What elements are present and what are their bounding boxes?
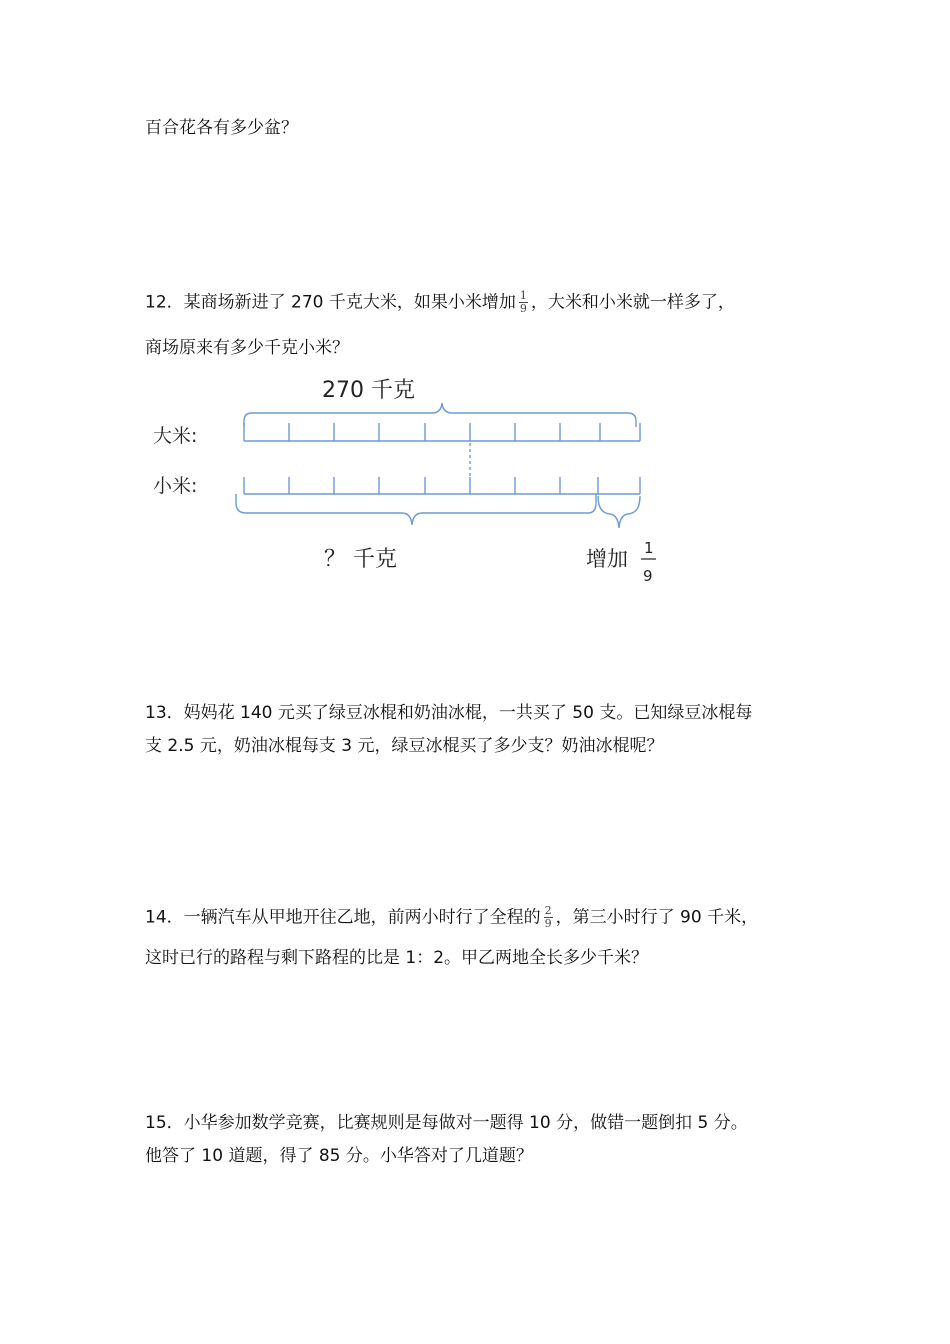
increase-fraction-den: 9 [643, 567, 653, 585]
q12-line2: 商场原来有多少千克小米？ [145, 338, 349, 358]
q14-line1-before: 14．一辆汽车从甲地开往乙地，前两小时行了全程的 [145, 907, 541, 928]
q14-fraction-den: 9 [544, 917, 552, 930]
unknown-label: ？ 千克 [324, 547, 397, 572]
q15-line2: 他答了 10 道题，得了 85 分。小华答对了几道题？ [145, 1146, 533, 1166]
q12-fraction-num: 1 [519, 289, 527, 302]
millet-label: 小米: [153, 475, 198, 497]
millet-bar-ticks [244, 477, 640, 494]
increase-label: 增加 [586, 547, 628, 571]
rice-label: 大米: [153, 425, 198, 447]
unknown-brace [236, 494, 596, 525]
top-brace [244, 403, 636, 427]
q11-tail-text: 百合花各有多少盆？ [145, 118, 298, 138]
increase-fraction-num: 1 [644, 539, 654, 557]
q14-line1 [145, 905, 758, 930]
q15-line1: 15．小华参加数学竞赛，比赛规则是每做对一题得 10 分，做错一题倒扣 5 分。 [145, 1113, 748, 1133]
q13-line1: 13．妈妈花 140 元买了绿豆冰棍和奶油冰棍，一共买了 50 支。已知绿豆冰棍每 [145, 703, 753, 723]
q14-line1-after: ，第三小时行了 90 千米， [555, 907, 759, 928]
q13-line2: 支 2.5 元，奶油冰棍每支 3 元，绿豆冰棍买了多少支？奶油冰棍呢？ [145, 736, 664, 756]
q12-fraction-den: 9 [519, 302, 527, 315]
increase-brace [598, 496, 640, 528]
q12-line-diagram [0, 0, 950, 600]
total-label: 270 千克 [322, 378, 415, 403]
q12-line1-before: 12．某商场新进了 270 千克大米，如果小米增加 [145, 292, 516, 313]
q14-line2: 这时已行的路程与剩下路程的比是 1：2。甲乙两地全长多少千米？ [145, 948, 649, 968]
rice-bar-ticks [244, 423, 640, 441]
q14-fraction-num: 2 [544, 904, 552, 917]
q12-line1-after: ，大米和小米就一样多了， [530, 292, 735, 313]
q14-fraction [544, 905, 553, 930]
